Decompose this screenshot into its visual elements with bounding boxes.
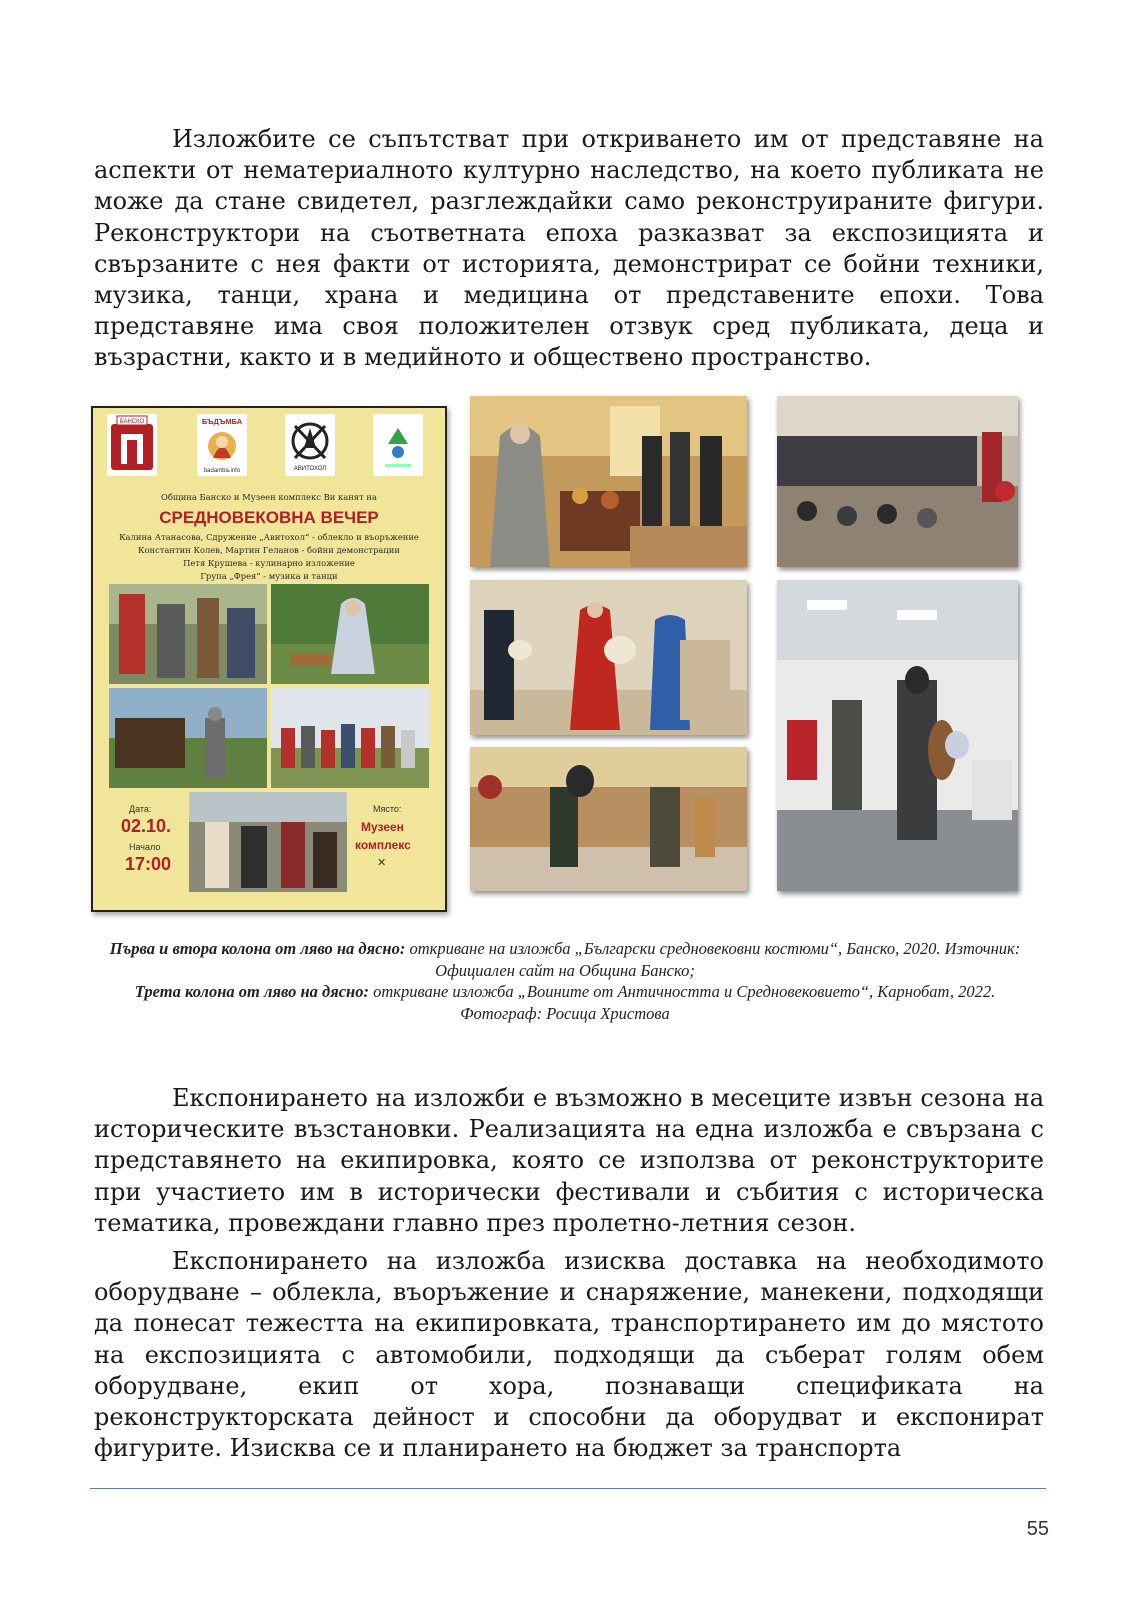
poster-photo-group xyxy=(271,688,429,788)
poster-time: 17:00 xyxy=(125,854,172,874)
svg-text:БЪДЪМБА: БЪДЪМБА xyxy=(201,417,243,426)
page-number: 55 xyxy=(1026,1518,1049,1540)
photo-music-performance xyxy=(470,580,747,735)
poster-place-label: Място: xyxy=(373,804,402,814)
poster-ornament-icon: ✕ xyxy=(377,857,387,869)
svg-text:badamba.info: badamba.info xyxy=(203,468,241,474)
poster-credit: Константин Колев, Мартин Геланов - бойни демонстрации xyxy=(138,545,400,555)
poster-place: Музеен xyxy=(361,820,404,834)
badamba-logo xyxy=(197,414,247,476)
photo-warriors-hall xyxy=(777,580,1018,891)
poster-date: 02.10. xyxy=(121,816,172,836)
figure-caption xyxy=(100,938,1030,1024)
caption-bold-part: Трета колона от ляво на дясно: xyxy=(134,982,369,1001)
poster-title: СРЕДНОВЕКОВНА ВЕЧЕР xyxy=(159,508,379,527)
bansko-coat-of-arms-logo xyxy=(107,414,157,476)
avitohol-logo xyxy=(285,414,335,476)
caption-text-part: откриване на изложба „Български средновековни костюми“, Банско, 2020. Източник: Официален сайт на Община Банско; xyxy=(405,939,1021,980)
poster-start-label: Начало xyxy=(129,842,161,852)
bansko-logo-text: БАНСКО xyxy=(119,419,145,425)
footer-rule xyxy=(90,1488,1046,1489)
poster-credit: Петя Крушева - кулинарно изложение xyxy=(183,558,355,568)
poster-photo-costumes xyxy=(109,584,267,684)
poster-credit: Калина Атанасова, Сдружение „Авитохол“ - облекло и въоръжение xyxy=(119,532,419,542)
poster-photo-musicians xyxy=(189,792,347,892)
svg-text:АВИТОХОЛ: АВИТОХОЛ xyxy=(293,466,327,472)
event-poster xyxy=(91,406,447,912)
photo-storyteller-food xyxy=(470,396,747,567)
poster-place: комплекс xyxy=(355,838,411,852)
poster-credit: Група „Фрея“ - музика и танци xyxy=(200,571,338,581)
photo-combat-demo xyxy=(470,747,747,891)
paragraph-intro: Изложбите се съпътстват при откриването им от представяне на аспекти от нематериалното културно наследство, на което публиката не може да стане свидетел, разглеждайки само реконструираните фигури. Реконструктори на съответната епоха разказват за експозицията и свързаните с нея факти от историята, демонстрират се бойни техники, музика, танци, храна и медицина от представените епохи. Това представяне има своя положителен отзвук сред публиката, деца и възрастни, както и в медийното и обществено пространство. xyxy=(94,125,1044,372)
poster-invite: Община Банско и Музеен комплекс Ви канят на xyxy=(161,492,377,502)
poster-photo-warrior-fence xyxy=(109,688,267,788)
paragraph-exhibit-1: Експонирането на изложби е възможно в месеците извън сезона на историческите възстановки. Реализацията на една изложба е свързана с представянето на екипировка, която се използва от реконструкторите при участието им в исторически фестивали и събития с историческа тематика, провеждани главно през пролетно-летния сезон. xyxy=(94,1084,1044,1237)
partner-green-logo xyxy=(373,414,423,476)
poster-date-label: Дата: xyxy=(129,804,152,814)
paragraph-exhibit-2: Експонирането на изложба изисква доставка на необходимото оборудване – облекла, въоръжение и снаряжение, манекени, подходящи да понесат тежестта на екипировката, транспортирането им до мястото на експозицията с автомобили, подходящи да съберат голям обем оборудване, екип от хора, познаващи спецификата на реконструкторската дейност и способни да оборудват и експонират фигурите. Изисква се и планирането на бюджет за транспорта xyxy=(94,1247,1044,1463)
caption-text-part: откриване изложба „Воините от Античността и Средновековието“, Карнобат, 2022. Фотограф: Росица Христова xyxy=(368,982,996,1023)
poster-photo-woman-costume xyxy=(271,584,429,684)
caption-bold-part: Първа и втора колона от ляво на дясно: xyxy=(109,939,406,958)
photo-audience-children xyxy=(777,396,1018,567)
